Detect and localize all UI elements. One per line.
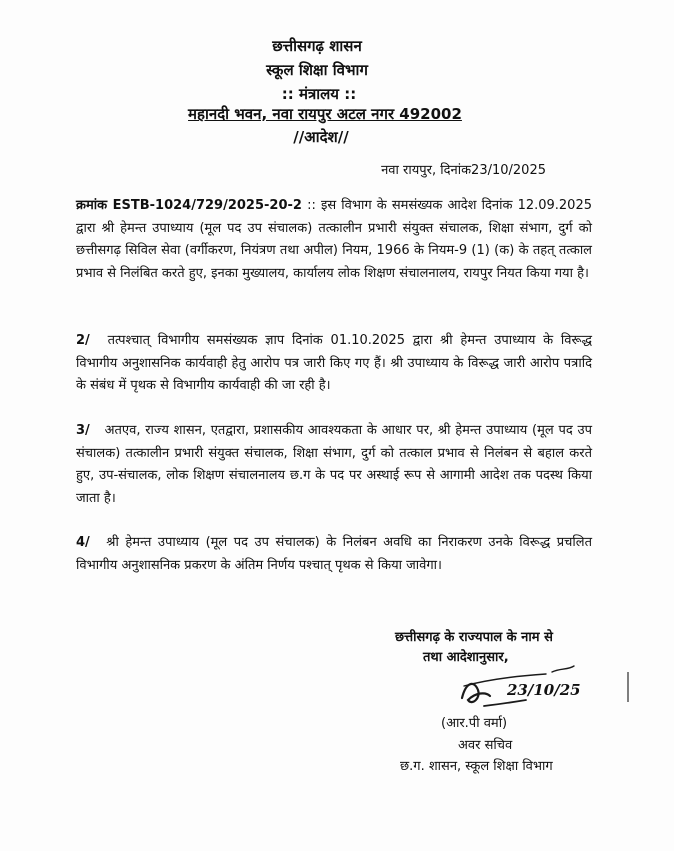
- header-address: महानदी भवन, नवा रायपुर अटल नगर 492002: [188, 105, 462, 123]
- paragraph-3-text: अतएव, राज्य शासन, एतद्वारा, प्रशासकीय आवश्यकता के आधार पर, श्री हेमन्त उपाध्याय (मूल पद उप संचालक) तत्कालीन प्रभारी संयुक्त संचालक, शिक्षा संभाग, दुर्ग को तत्काल प्रभाव से निलंबन से बहाल करते हुए, उप-संचालक, लोक शिक्षण संचालनालय छ.ग के पद पर अस्थाई रूप से आगामी आदेश तक पदस्थ किया जाता है।: [76, 423, 592, 506]
- signature-authority-line: छत्तीसगढ़ के राज्यपाल के नाम से: [395, 630, 553, 645]
- order-date: नवा रायपुर, दिनांक23/10/2025: [381, 163, 546, 178]
- signatory-designation: अवर सचिव: [458, 738, 513, 753]
- header-govt: छत्तीसगढ़ शासन: [272, 37, 362, 55]
- paragraph-1: [76, 195, 592, 285]
- header-department: स्कूल शिक्षा विभाग: [266, 61, 368, 79]
- signature-date-handwritten: 23/10/25: [507, 681, 581, 699]
- paragraph-2: [76, 330, 592, 398]
- paragraph-2-number: 2/: [76, 333, 90, 348]
- paragraph-4: [76, 532, 592, 577]
- signatory-name: (आर.पी वर्मा): [441, 716, 508, 731]
- paragraph-1-text: :: इस विभाग के समसंख्यक आदेश दिनांक 12.09.2025 द्वारा श्री हेमन्त उपाध्याय (मूल पद उप संचालक) तत्कालीन प्रभारी संयुक्त संचालक, शिक्षा संभाग, दुर्ग को छत्तीसगढ़ सिविल सेवा (वर्गीकरण, नियंत्रण तथा अपील) नियम, 1966 के नियम-9 (1) (क) के तहत् तत्काल प्रभाव से निलंबित करते हुए, इनका मुख्यालय, कार्यालय लोक शिक्षण संचालनालय, रायपुर नियत किया गया है।: [76, 198, 592, 281]
- paragraph-3-number: 3/: [76, 423, 90, 438]
- paragraph-3: [76, 420, 592, 510]
- paragraph-4-number: 4/: [76, 535, 90, 550]
- paragraph-4-text: श्री हेमन्त उपाध्याय (मूल पद उप संचालक) के निलंबन अवधि का निराकरण उनके विरूद्ध प्रचलित विभागीय अनुशासनिक प्रकरण के अंतिम निर्णय पश्चात् पृथक से किया जावेगा।: [76, 535, 593, 573]
- signatory-department: छ.ग. शासन, स्कूल शिक्षा विभाग: [400, 759, 553, 774]
- signature-order-line: तथा आदेशानुसार,: [423, 650, 509, 665]
- header-order-title: //आदेश//: [293, 128, 349, 146]
- order-reference: क्रमांक ESTB-1024/729/2025-20-2: [76, 198, 302, 213]
- header-ministry: :: मंत्रालय ::: [281, 85, 357, 103]
- scan-artifact-mark: [626, 672, 630, 702]
- paragraph-2-text: तत्पश्चात् विभागीय समसंख्यक ज्ञाप दिनांक 01.10.2025 द्वारा श्री हेमन्त उपाध्याय के विरूद्ध विभागीय अनुशासनिक कार्यवाही हेतु आरोप पत्र जारी किए गए हैं। श्री उपाध्याय के विरूद्ध जारी आरोप पत्रादि के संबंध में पृथक से विभागीय कार्यवाही की जा रही है।: [76, 333, 592, 393]
